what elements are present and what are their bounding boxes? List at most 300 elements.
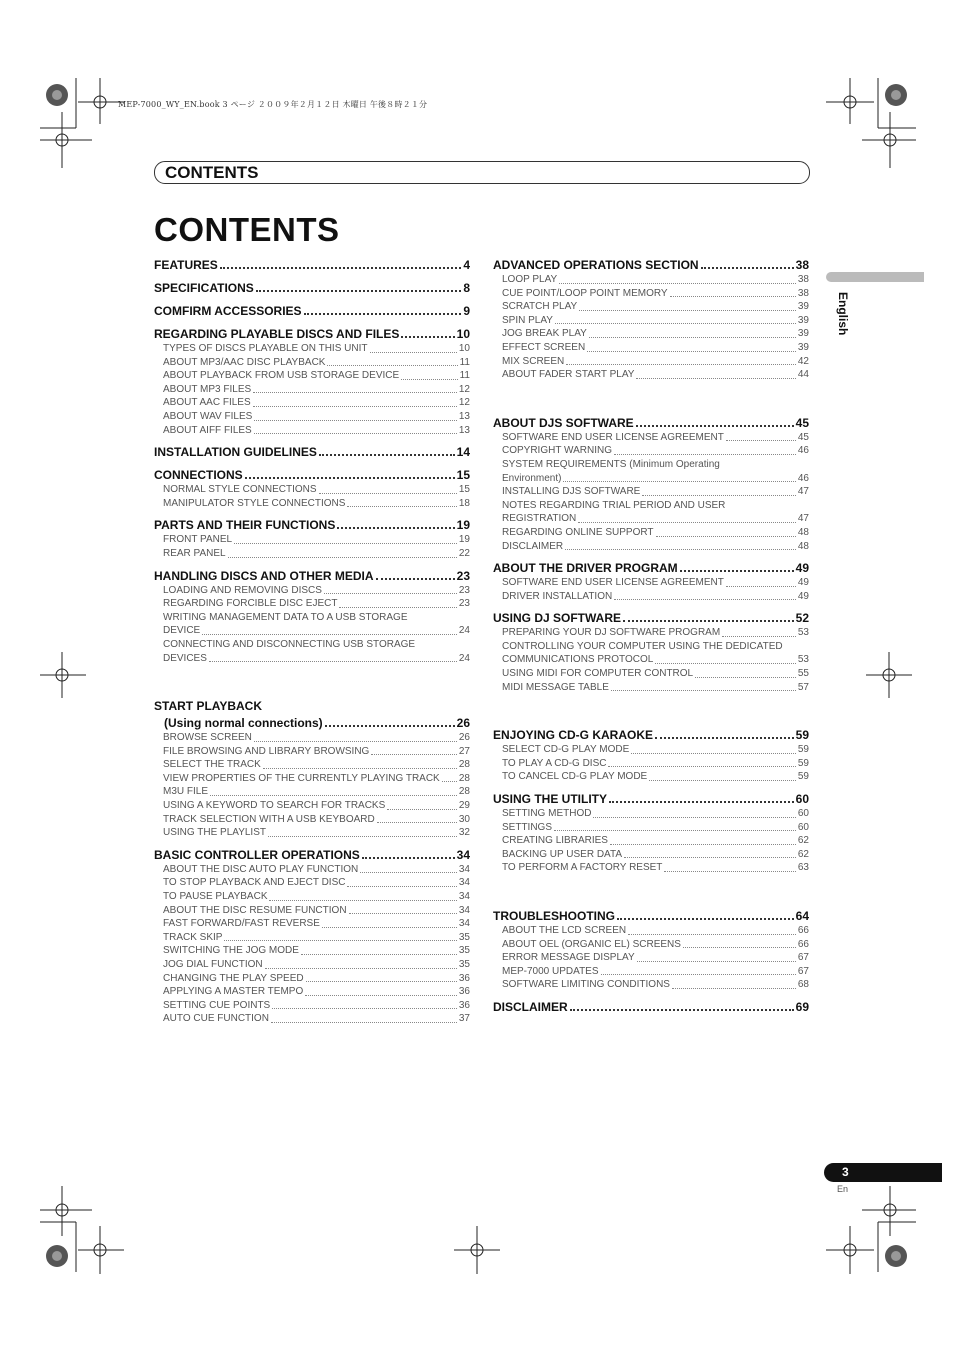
toc-entry-page: 34 <box>458 891 470 903</box>
toc-entry-title: TRACK SELECTION WITH A USB KEYBOARD <box>163 813 375 825</box>
toc-subentry[interactable] <box>502 485 809 499</box>
toc-left-column <box>154 257 470 1026</box>
toc-entry-page: 36 <box>458 999 470 1011</box>
toc-subentry[interactable] <box>163 356 470 370</box>
toc-entry-title: SETTINGS <box>502 821 553 833</box>
toc-entry-page: 27 <box>458 745 470 757</box>
toc-subentry[interactable] <box>163 597 470 611</box>
toc-entry-title: INSTALLING DJS SOFTWARE <box>502 486 641 498</box>
toc-entry-title: JOG DIAL FUNCTION <box>163 959 263 970</box>
toc-subentry[interactable] <box>163 652 470 666</box>
toc-entry-title: EFFECT SCREEN <box>502 341 586 353</box>
dot-leader <box>256 290 462 292</box>
toc-entry-page: 59 <box>795 728 809 743</box>
dot-leader <box>228 557 457 558</box>
dot-leader <box>664 871 795 872</box>
toc-subentry[interactable] <box>502 314 809 328</box>
toc-entry-title: LOADING AND REMOVING DISCS <box>163 584 322 596</box>
toc-entry-title: DRIVER INSTALLATION <box>502 590 613 602</box>
toc-entry[interactable] <box>493 999 809 1015</box>
toc-entry-title: ERROR MESSAGE DISPLAY <box>502 952 635 964</box>
toc-entry-page: 49 <box>797 577 809 589</box>
toc-entry-title: ABOUT WAV FILES <box>163 410 253 422</box>
toc-subentry[interactable] <box>163 483 470 497</box>
toc-entry-title: MIX SCREEN <box>502 355 565 367</box>
toc-entry-title: REGARDING PLAYABLE DISCS AND FILES <box>154 327 400 341</box>
toc-subentry[interactable] <box>502 861 809 875</box>
toc-entry-page: 36 <box>458 986 470 998</box>
dot-leader <box>609 801 794 803</box>
toc-entry-page: 23 <box>456 568 470 583</box>
toc-entry-page: 55 <box>797 668 809 680</box>
toc-entry-page: 10 <box>458 343 470 354</box>
dot-leader <box>579 310 796 311</box>
toc-entry-page: 59 <box>797 744 809 756</box>
toc-subentry[interactable] <box>163 497 470 511</box>
dot-leader <box>253 392 457 393</box>
toc-entry-title: PARTS AND THEIR FUNCTIONS <box>154 518 336 533</box>
toc-entry-page: 23 <box>458 584 470 596</box>
toc-entry-title: MIDI MESSAGE TABLE <box>502 681 609 693</box>
toc-subentry[interactable] <box>502 327 809 341</box>
dot-leader <box>649 780 796 781</box>
toc-subentry[interactable] <box>502 770 809 784</box>
dot-leader <box>324 593 457 594</box>
toc-entry-title: DEVICES <box>163 652 207 664</box>
toc-entry-page: 53 <box>797 627 809 639</box>
dot-leader <box>610 844 796 845</box>
page-language-code: En <box>837 1184 849 1194</box>
toc-entry-page: 11 <box>459 356 470 368</box>
toc-subentry[interactable] <box>502 978 809 992</box>
toc-entry-title: USING THE UTILITY <box>493 792 607 807</box>
toc-entry-title: COPYRIGHT WARNING <box>502 445 613 457</box>
toc-entry-page: 14 <box>456 445 470 460</box>
dot-leader <box>245 477 455 479</box>
toc-subentry[interactable] <box>502 472 809 486</box>
toc-subentry[interactable] <box>502 757 809 771</box>
dot-leader <box>209 661 457 662</box>
book-info-line: MEP-7000_WY_EN.book 3 ページ ２００９年２月１２日 木曜日 午後８時２１分 <box>118 100 428 109</box>
toc-entry-title: FILE BROWSING AND LIBRARY BROWSING <box>163 745 370 757</box>
toc-entry[interactable] <box>154 444 470 460</box>
toc-entry-title: TO PERFORM A FACTORY RESET <box>502 862 663 874</box>
dot-leader <box>387 809 457 810</box>
toc-entry-title: FRONT PANEL <box>163 534 233 546</box>
dot-leader <box>555 323 796 324</box>
toc-subentry[interactable] <box>502 576 809 590</box>
toc-subentry[interactable] <box>163 1012 470 1026</box>
toc-subentry[interactable] <box>163 813 470 827</box>
toc-subentry[interactable] <box>502 924 809 938</box>
toc-subentry[interactable] <box>502 287 809 301</box>
toc-subentry[interactable] <box>502 965 809 979</box>
toc-entry-page: 62 <box>797 835 809 847</box>
toc-entry-title: SPIN PLAY <box>502 314 553 326</box>
toc-subentry[interactable] <box>502 273 809 287</box>
toc-subentry[interactable] <box>502 807 809 821</box>
toc-entry-page: 11 <box>459 370 470 382</box>
toc-entry-title: USING THE PLAYLIST <box>163 827 266 839</box>
toc-entry-title: ABOUT MP3/AAC DISC PLAYBACK <box>163 356 326 368</box>
toc-subentry[interactable] <box>163 745 470 759</box>
toc-subentry[interactable] <box>163 785 470 799</box>
toc-subentry[interactable] <box>502 848 809 862</box>
dot-leader <box>554 830 796 831</box>
toc-entry-title: MANIPULATOR STYLE CONNECTIONS <box>163 497 346 509</box>
toc-subentry[interactable] <box>163 758 470 772</box>
dot-leader <box>202 634 457 635</box>
toc-subentry[interactable] <box>163 826 470 840</box>
language-tab <box>826 272 924 282</box>
toc-entry-page: 34 <box>458 904 470 916</box>
section-header-label: CONTENTS <box>165 163 259 182</box>
dot-leader <box>683 947 796 948</box>
dot-leader <box>570 1009 794 1011</box>
section-gap <box>493 382 809 408</box>
toc-subentry[interactable] <box>502 681 809 695</box>
toc-entry-title: SCRATCH PLAY <box>502 301 578 313</box>
toc-entry-page: 8 <box>463 281 470 295</box>
toc-entry-title: ADVANCED OPERATIONS SECTION <box>493 258 699 272</box>
toc-entry[interactable] <box>154 303 470 319</box>
toc-subentry[interactable] <box>502 821 809 835</box>
toc-entry-page: 60 <box>797 821 809 833</box>
toc-entry-page: 57 <box>797 681 809 693</box>
toc-entry-title: PREPARING YOUR DJ SOFTWARE PROGRAM <box>502 627 721 639</box>
toc-entry-title: ABOUT THE DISC AUTO PLAY FUNCTION <box>163 863 359 875</box>
toc-entry-page: 19 <box>458 534 470 546</box>
dot-leader <box>234 543 457 544</box>
toc-entry-title: SWITCHING THE JOG MODE <box>163 945 299 957</box>
toc-subentry[interactable] <box>502 341 809 355</box>
toc-entry-title: BACKING UP USER DATA <box>502 848 623 860</box>
dot-leader <box>347 506 456 507</box>
toc-entry[interactable] <box>154 568 470 584</box>
toc-entry-page: 49 <box>797 590 809 602</box>
toc-entry[interactable] <box>154 517 470 533</box>
toc-entry-title: REAR PANEL <box>163 547 226 559</box>
dot-leader <box>269 900 456 901</box>
toc-entry-page: 28 <box>458 786 470 798</box>
toc-entry-page: 26 <box>456 716 470 731</box>
toc-entry-title: ABOUT THE LCD SCREEN <box>502 925 627 936</box>
toc-entry-title: MEP-7000 UPDATES <box>502 965 599 977</box>
toc-entry-page: 39 <box>797 314 809 326</box>
toc-entry-title: COMMUNICATIONS PROTOCOL <box>502 654 654 666</box>
toc-entry[interactable] <box>493 610 809 626</box>
toc-entry[interactable] <box>493 560 809 576</box>
toc-entry-page: 64 <box>795 909 809 923</box>
toc-subentry[interactable] <box>163 731 470 745</box>
language-label: English <box>836 292 850 336</box>
toc-entry[interactable] <box>493 791 809 807</box>
dot-leader <box>254 420 457 421</box>
toc-entry-page: 4 <box>463 258 470 272</box>
toc-entry-title: SPECIFICATIONS <box>154 281 254 295</box>
toc-entry-page: 13 <box>458 424 470 436</box>
toc-entry-page: 47 <box>797 486 809 498</box>
dot-leader <box>401 336 454 338</box>
toc-entry-page: 47 <box>797 513 809 525</box>
section-gap <box>493 875 809 901</box>
toc-entry-page: 24 <box>458 652 470 664</box>
dot-leader <box>726 586 796 587</box>
toc-subentry[interactable] <box>502 512 809 526</box>
toc-subentry[interactable] <box>163 876 470 890</box>
toc-entry-title: APPLYING A MASTER TEMPO <box>163 986 304 998</box>
dot-leader <box>614 454 796 455</box>
toc-subentry[interactable] <box>163 624 470 638</box>
dot-leader <box>322 927 457 928</box>
toc-subentry[interactable] <box>163 958 470 972</box>
dot-leader <box>624 857 796 858</box>
toc-entry-page: 34 <box>458 918 470 930</box>
toc-entry-page: 44 <box>797 369 809 381</box>
toc-subentry[interactable] <box>163 944 470 958</box>
toc-entry-title: FAST FORWARD/FAST REVERSE <box>163 918 320 930</box>
page-number-badge <box>824 1163 942 1182</box>
toc-entry-page: 30 <box>458 813 470 825</box>
dot-leader <box>578 522 796 523</box>
toc-entry-page: 59 <box>797 757 809 769</box>
toc-entry-title: SOFTWARE END USER LICENSE AGREEMENT <box>502 431 724 443</box>
toc-entry-title: CHANGING THE PLAY SPEED <box>163 972 304 984</box>
toc-entry-title: REGISTRATION <box>502 513 577 525</box>
dot-leader <box>636 425 794 427</box>
toc-entry-page: 49 <box>795 561 809 576</box>
toc-entry-title: SOFTWARE LIMITING CONDITIONS <box>502 979 670 991</box>
toc-subentry[interactable] <box>163 863 470 877</box>
toc-entry-page: 68 <box>797 979 809 991</box>
toc-entry-page: 39 <box>797 301 809 313</box>
toc-entry[interactable] <box>164 715 470 731</box>
toc-subentry[interactable] <box>163 772 470 786</box>
toc-subentry[interactable] <box>502 938 809 952</box>
dot-leader <box>304 313 462 315</box>
toc-entry-title: (Using normal connections) <box>164 716 323 731</box>
toc-entry-page: 67 <box>797 952 809 964</box>
toc-entry-page: 34 <box>456 847 470 862</box>
dot-leader <box>319 493 457 494</box>
toc-entry-title: ABOUT PLAYBACK FROM USB STORAGE DEVICE <box>163 370 400 382</box>
toc-entry-page: 23 <box>458 598 470 610</box>
toc-entry-page: 67 <box>797 965 809 977</box>
dot-leader <box>220 267 462 269</box>
toc-entry-title: ABOUT THE DISC RESUME FUNCTION <box>163 904 347 916</box>
toc-entry-page: 15 <box>456 468 470 483</box>
toc-subentry[interactable] <box>502 743 809 757</box>
toc-entry-page: 46 <box>797 445 809 457</box>
dot-leader <box>325 725 455 727</box>
toc-subentry[interactable] <box>163 533 470 547</box>
toc-entry-title: VIEW PROPERTIES OF THE CURRENTLY PLAYING TRACK <box>163 772 440 784</box>
dot-leader <box>377 822 457 823</box>
dot-leader <box>623 620 794 622</box>
toc-entry-page: 36 <box>458 972 470 984</box>
toc-entry-page: 38 <box>797 274 809 285</box>
toc-entry-title: INSTALLATION GUIDELINES <box>154 445 317 460</box>
toc-subentry[interactable] <box>163 369 470 383</box>
section-header <box>154 161 810 184</box>
dot-leader <box>565 549 796 550</box>
toc-entry-title: SETTING METHOD <box>502 808 592 820</box>
toc-entry-title: USING A KEYWORD TO SEARCH FOR TRACKS <box>163 800 386 812</box>
toc-entry-title: TYPES OF DISCS PLAYABLE ON THIS UNIT <box>163 343 368 354</box>
toc-subentry[interactable] <box>163 396 470 410</box>
toc-subentry[interactable] <box>163 547 470 561</box>
toc-entry-title: SELECT CD-G PLAY MODE <box>502 744 630 756</box>
toc-entry-page: 69 <box>795 999 809 1014</box>
dot-leader <box>268 836 457 837</box>
toc-entry[interactable] <box>493 415 809 431</box>
toc-entry-title: SETTING CUE POINTS <box>163 999 271 1011</box>
toc-entry-title: FEATURES <box>154 258 218 272</box>
toc-entry-title: ABOUT DJS SOFTWARE <box>493 415 634 430</box>
dot-leader <box>695 677 796 678</box>
dot-leader <box>614 599 796 600</box>
toc-subentry[interactable] <box>502 368 809 382</box>
toc-entry-page: 66 <box>797 938 809 950</box>
toc-entry-page: 34 <box>458 863 470 875</box>
toc-entry[interactable] <box>493 257 809 273</box>
toc-entry-title: SELECT THE TRACK <box>163 759 261 771</box>
dot-leader <box>611 690 796 691</box>
dot-leader <box>442 781 457 782</box>
toc-entry[interactable] <box>154 467 470 483</box>
toc-subentry[interactable] <box>163 917 470 931</box>
toc-entry-page: 39 <box>797 341 809 353</box>
dot-leader <box>370 352 457 353</box>
page-title: CONTENTS <box>154 211 340 248</box>
toc-subentry[interactable] <box>163 931 470 945</box>
toc-entry-page: 66 <box>797 925 809 936</box>
toc-subentry[interactable] <box>163 985 470 999</box>
toc-entry-page: 62 <box>797 848 809 860</box>
toc-subentry[interactable] <box>163 890 470 904</box>
dot-leader <box>263 768 457 769</box>
toc-entry-page: 63 <box>797 862 809 874</box>
toc-entry[interactable] <box>154 847 470 863</box>
toc-entry-title: HANDLING DISCS AND OTHER MEDIA <box>154 568 374 583</box>
toc-entry-page: 34 <box>458 877 470 889</box>
toc-entry[interactable] <box>493 727 809 743</box>
toc-subentry[interactable] <box>502 431 809 445</box>
toc-entry[interactable] <box>154 280 470 296</box>
toc-entry-page: 59 <box>797 771 809 783</box>
toc-entry-page: 9 <box>463 304 470 318</box>
dot-leader <box>722 636 796 637</box>
toc-subentry[interactable] <box>502 355 809 369</box>
toc-subentry[interactable] <box>502 590 809 604</box>
toc-entry-title: ABOUT MP3 FILES <box>163 383 252 395</box>
toc-entry[interactable] <box>154 257 470 273</box>
toc-entry-continued: CONNECTING AND DISCONNECTING USB STORAGE <box>163 638 416 650</box>
toc-entry-title: CONNECTIONS <box>154 468 243 483</box>
toc-entry-title: ENJOYING CD-G KARAOKE <box>493 728 654 743</box>
toc-entry-page: 39 <box>797 328 809 340</box>
toc-entry-title: TO PLAY A CD-G DISC <box>502 757 607 769</box>
toc-subentry[interactable] <box>163 410 470 424</box>
toc-subentry[interactable] <box>502 300 809 314</box>
toc-entry-page: 13 <box>458 410 470 422</box>
toc-entry-page: 48 <box>797 526 809 538</box>
toc-subentry[interactable] <box>502 653 809 667</box>
toc-entry-title: CREATING LIBRARIES <box>502 835 608 847</box>
toc-subentry[interactable] <box>163 584 470 598</box>
toc-subentry[interactable] <box>163 999 470 1013</box>
toc-entry-title: M3U FILE <box>163 786 209 798</box>
toc-entry-title: JOG BREAK PLAY <box>502 328 587 340</box>
toc-subentry[interactable] <box>163 799 470 813</box>
toc-subentry[interactable] <box>502 540 809 554</box>
toc-entry-title: ABOUT OEL (ORGANIC EL) SCREENS <box>502 938 681 950</box>
toc-subentry[interactable] <box>502 444 809 458</box>
toc-entry-page: 45 <box>797 431 809 443</box>
toc-entry-title: TRACK SKIP <box>163 931 223 943</box>
toc-subentry[interactable] <box>502 834 809 848</box>
dot-leader <box>327 365 457 366</box>
toc-entry-title: TO CANCEL CD-G PLAY MODE <box>502 771 648 783</box>
dot-leader <box>362 857 455 859</box>
toc-subentry[interactable] <box>502 626 809 640</box>
toc-entry-page: 15 <box>458 484 470 496</box>
dot-leader <box>726 440 796 441</box>
toc-entry-page: 38 <box>795 258 809 272</box>
dot-leader <box>670 296 796 297</box>
toc-entry-page: 32 <box>458 827 470 839</box>
toc-right-column <box>493 257 809 1015</box>
toc-entry-page: 28 <box>458 772 470 784</box>
toc-entry-page: 12 <box>458 397 470 409</box>
dot-leader <box>617 918 794 920</box>
toc-subentry[interactable] <box>163 342 470 356</box>
toc-subentry[interactable] <box>163 424 470 438</box>
toc-entry[interactable] <box>154 326 470 342</box>
toc-subentry[interactable] <box>502 526 809 540</box>
dot-leader <box>254 741 457 742</box>
toc-entry-page: 42 <box>797 355 809 367</box>
dot-leader <box>563 481 795 482</box>
toc-entry-title: USING MIDI FOR COMPUTER CONTROL <box>502 668 694 680</box>
toc-entry-page: 12 <box>458 383 470 395</box>
toc-entry[interactable] <box>493 908 809 924</box>
toc-entry-page: 10 <box>456 327 470 341</box>
section-gap <box>154 665 470 691</box>
toc-entry-page: 38 <box>797 287 809 299</box>
toc-entry-title: COMFIRM ACCESSORIES <box>154 304 302 318</box>
dot-leader <box>655 737 794 739</box>
toc-entry-title: NORMAL STYLE CONNECTIONS <box>163 484 317 496</box>
toc-entry-title: Environment) <box>502 472 562 484</box>
toc-entry-title: BROWSE SCREEN <box>163 732 252 744</box>
toc-subentry[interactable] <box>163 972 470 986</box>
dot-leader <box>701 267 794 269</box>
toc-subentry[interactable] <box>502 667 809 681</box>
dot-leader <box>265 968 457 969</box>
toc-subentry[interactable] <box>163 383 470 397</box>
toc-entry-title: BASIC CONTROLLER OPERATIONS <box>154 847 360 862</box>
toc-entry-title: SOFTWARE END USER LICENSE AGREEMENT <box>502 577 724 589</box>
toc-heading: START PLAYBACK <box>154 699 263 714</box>
toc-entry-page: 19 <box>456 518 470 533</box>
toc-subentry[interactable] <box>163 904 470 918</box>
dot-leader <box>254 433 457 434</box>
dot-leader <box>680 570 794 572</box>
toc-subentry[interactable] <box>502 951 809 965</box>
toc-entry-continued: NOTES REGARDING TRIAL PERIOD AND USER <box>502 499 726 511</box>
toc-entry-title: LOOP PLAY <box>502 274 558 285</box>
